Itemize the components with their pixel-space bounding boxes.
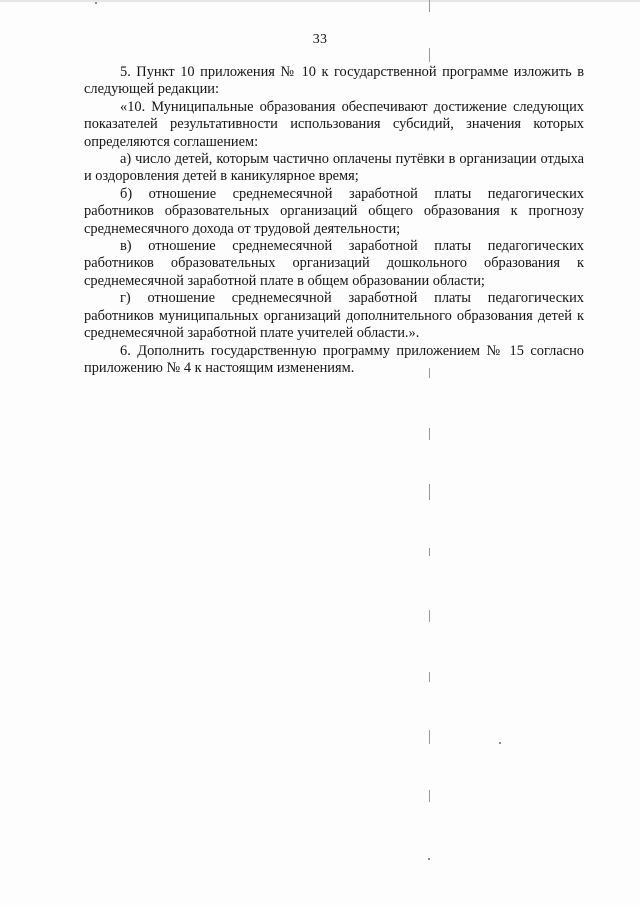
paragraph-item-5: 5. Пункт 10 приложения № 10 к государственной программе изложить в следующей редакции:: [84, 64, 584, 98]
scan-artifact-line: [429, 484, 430, 500]
page-number: 33: [312, 32, 328, 47]
scan-artifact-line: [429, 790, 430, 802]
paragraph-item-6: 6. Дополнить государственную программу приложением № 15 согласно приложению № 4 к настоящим изменениям.: [84, 342, 584, 376]
paragraph-subitem-g: г) отношение среднемесячной заработной платы педагогических работников муниципальных организаций дополнительного образования детей к среднемесячной заработной плате учителей области.».: [84, 290, 584, 342]
scan-artifact-dot: [428, 858, 430, 860]
scan-artifact-line: [429, 368, 430, 378]
paragraph-subitem-a: а) число детей, которым частично оплачены путёвки в организации отдыха и оздоровления детей в каникулярное время;: [84, 151, 584, 185]
scan-artifact-dot: [499, 742, 501, 744]
paragraph-subitem-b: б) отношение среднемесячной заработной платы педагогических работников образовательных организаций общего образования к прогнозу среднемесячного дохода от трудовой деятельности;: [84, 185, 584, 237]
scan-artifact-line: [429, 428, 430, 440]
scan-artifact-line: [429, 548, 430, 556]
scan-artifact-dot: [95, 2, 97, 4]
document-body: [84, 64, 584, 377]
scan-artifact-line: [429, 0, 430, 12]
scan-artifact-line: [429, 610, 430, 622]
scan-artifact-line: [429, 672, 430, 682]
scan-artifact-line: [429, 48, 430, 62]
paragraph-point-10: «10. Муниципальные образования обеспечивают достижение следующих показателей результативности использования субсидий, значения которых определяются соглашением:: [84, 98, 584, 150]
paragraph-subitem-v: в) отношение среднемесячной заработной платы педагогических работников образовательных организаций дошкольного образования к среднемесячной заработной плате в общем образовании области;: [84, 238, 584, 289]
scan-artifact-line: [429, 730, 430, 744]
